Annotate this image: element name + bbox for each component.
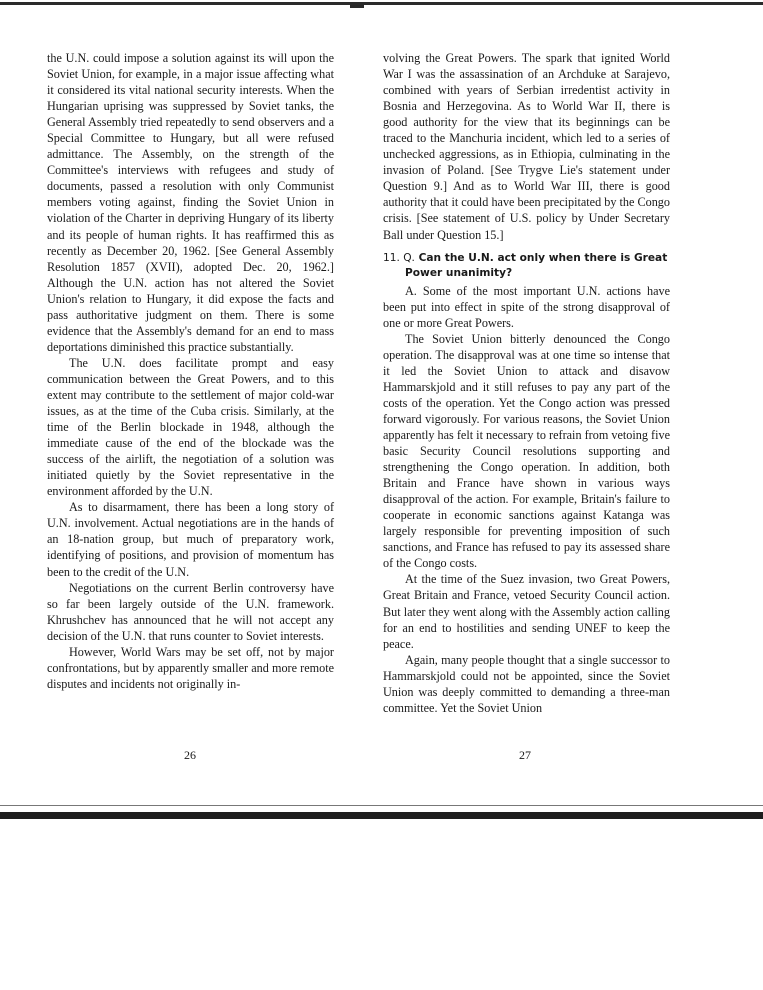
right-page-number: 27 [519,748,531,762]
left-page-number: 26 [184,748,196,762]
top-page-edge-rule [0,2,763,5]
question-heading [383,251,670,281]
right-paragraph-2: The Soviet Union bitterly denounced the Congo operation. The disapproval was at one time so intense that it led the Soviet Union to attack and disavow Hammarskjold and it still refuses to pay any part of the costs of the operation. Yet the Congo action was pressed forward vigorously. For various reasons, the Soviet Union apparently has felt it necessary to refrain from vetoing five basic Security Council resolutions supporting and strengthening the Congo operation. In addition, both Britain and France have shown in various ways disapproval of the action. For example, Britain's failure to cooperate in economic sanctions against Katanga was largely responsible for preventing imposition of such sanctions, and France has refused to pay its assessed share of the Congo costs. [383,331,670,571]
right-intro-paragraph: volving the Great Powers. The spark that ignited World War I was the assassination of an Archduke at Sarajevo, combined with years of Serbian irredentist activity in Bosnia and Herzegovina. As to World War II, there is good authority for the view that its beginnings can be traced to the Manchuria incident, which led to a series of unchecked aggressions, as in Ethiopia, culminating in the invasion of Poland. [See Trygve Lie's statement under Question 9.] And as to World War III, there is good authority that it could have been precipitated by the Congo crisis. [See statement of U.S. policy by Under Secretary Ball under Question 15.] [383,51,670,242]
top-page-edge-mark [350,2,364,8]
right-page-column [383,50,670,716]
question-number: 11. Q. [383,251,415,264]
bottom-page-edge-rule [0,812,763,819]
right-paragraph-1: A. Some of the most important U.N. actions have been put into effect in spite of the strong disapproval of one or more Great Powers. [383,283,670,330]
right-paragraph-4: Again, many people thought that a single successor to Hammarskjold could not be appointed, since the Soviet Union was deeply committed to demanding a three-man committee. Yet the Soviet Union [383,652,670,715]
left-paragraph-3: As to disarmament, there has been a long story of U.N. involvement. Actual negotiations are in the hands of an 18-nation group, but much of preparatory work, identifying of positions, and provision of momentum has been to the credit of the U.N. [47,500,334,579]
right-paragraph-3: At the time of the Suez invasion, two Great Powers, Great Britain and France, vetoed Security Council action. But later they went along with the Assembly action calling for an end to hostilities and sending UNEF to keep the peace. [383,572,670,651]
left-paragraph-5: However, World Wars may be set off, not by major confrontations, but by apparently smaller and more remote disputes and incidents not originally in- [47,644,334,691]
question-text: Can the U.N. act only when there is Great Power unanimity? [405,251,668,279]
left-paragraph-4: Negotiations on the current Berlin controversy have so far been largely outside of the U.N. framework. Khrushchev has announced that he will not accept any decision of the U.N. that runs counter to Soviet interests. [47,580,334,643]
left-paragraph-2: The U.N. does facilitate prompt and easy communication between the Great Powers, and to this extent may contribute to the settlement of major cold-war issues, as at the time of the Cuba crisis. Similarly, at the time of the Berlin blockade in 1948, although the immediate cause of the end of the blockade was the success of the airlift, the negotiation of a solution was initiated quietly by the Soviet representative in the environment afforded by the U.N. [47,355,334,499]
left-paragraph-1: the U.N. could impose a solution against its will upon the Soviet Union, for example, in a major issue affecting what it considered its vital national security interests. When the Hungarian uprising was suppressed by Soviet tanks, the General Assembly tried repeatedly to send observers and a Special Committee to Hungary, but all were refused admittance. The Assembly, on the strength of the Committee's interviews with refugees and study of documents, passed a resolution with only Communist members voting against, finding the Soviet Union in violation of the Charter in depriving Hungary of its liberty and its people of human rights. It has reaffirmed this as recently as December 20, 1962. [See General Assembly Resolution 1857 (XVII), adopted Dec. 20, 1962.] Although the U.N. action has not altered the Soviet Union's relation to Hungary, it did expose the facts and pass authoritative judgment on them. There is some evidence that the Assembly's demand for an end to mass deportations diminished this practice substantially. [47,51,334,354]
left-page-column [47,50,334,692]
bottom-page-edge-thin-rule [0,805,763,806]
